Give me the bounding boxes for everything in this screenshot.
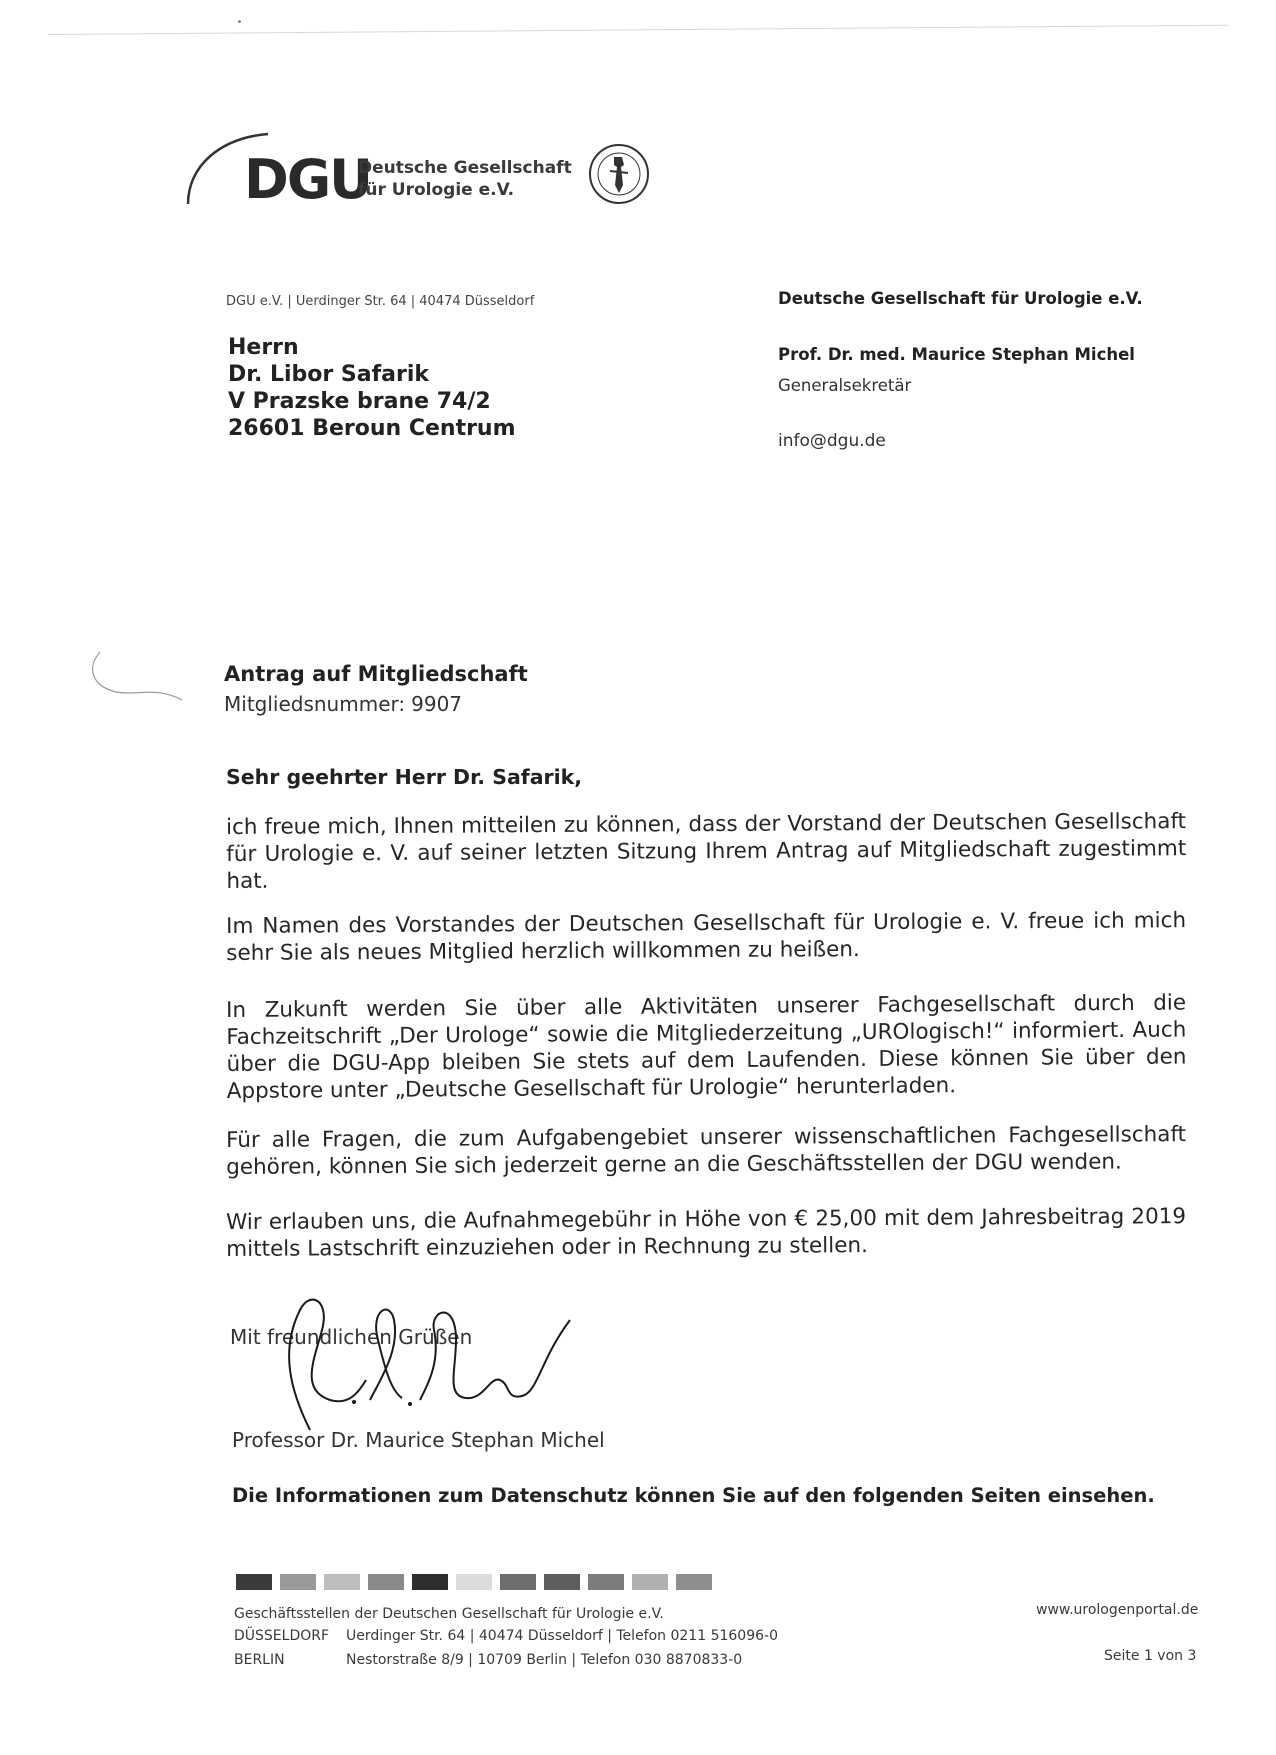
scan-speck [238,20,241,23]
footer-color-square [544,1574,580,1590]
member-number-value: 9907 [411,692,463,716]
footer-city: BERLIN [234,1652,285,1668]
footer-address: Uerdinger Str. 64 | 40474 Düsseldorf | Telefon 0211 516096-0 [346,1628,778,1644]
footer-color-square [280,1574,316,1590]
body-paragraph: In Zukunft werden Sie über alle Aktivitäten unserer Fachgesellschaft durch die Fachzeitschrift „Der Urologe“ sowie die Mitgliederzeitung „UROlogisch!“ informiert. Auch über die DGU-App bleiben Sie stets auf dem Laufenden. Diese können Sie über den Appstore unter „Deutsche Gesellschaft für Urologie“ herunterladen. [226,990,1187,1104]
sender-org: Deutsche Gesellschaft für Urologie e.V. [778,289,1143,308]
footer-color-square [632,1574,668,1590]
body-paragraph: Im Namen des Vorstandes der Deutschen Gesellschaft für Urologie e. V. freue ich mich sehr Sie als neues Mitglied herzlich willkommen zu heißen. [226,908,1187,966]
logo-org-name [358,157,572,201]
sender-return-line: DGU e.V. | Uerdinger Str. 64 | 40474 Düsseldorf [226,294,535,309]
footer-office-duesseldorf [234,1628,778,1644]
body-paragraph: Für alle Fragen, die zum Aufgabengebiet unserer wissenschaftlichen Fachgesellschaft gehören, können Sie sich jederzeit gerne an die Geschäftsstellen der DGU wenden. [226,1122,1187,1180]
logo-org-line1: Deutsche Gesellschaft [358,158,572,178]
recipient-street: V Prazske brane 74/2 [228,389,491,414]
page-number: Seite 1 von 3 [1104,1648,1197,1664]
body-paragraph: Wir erlauben uns, die Aufnahmegebühr in Höhe von € 25,00 mit dem Jahresbeitrag 2019 mittels Lastschrift einzuziehen oder in Rechnung zu stellen. [226,1204,1187,1262]
footer-color-square [412,1574,448,1590]
recipient-city: 26601 Beroun Centrum [228,416,516,441]
footer-color-square [500,1574,536,1590]
footer-city: DÜSSELDORF [234,1628,330,1644]
footer-color-square [236,1574,272,1590]
recipient-salutation: Herrn [228,335,299,360]
recipient-address [228,334,516,442]
footer-website: www.urologenportal.de [1036,1602,1199,1618]
footer-color-square [456,1574,492,1590]
footer-color-bar [236,1574,712,1590]
footer-address: Nestorstraße 8/9 | 10709 Berlin | Telefon 030 8870833-0 [346,1652,743,1668]
logo-org-line2: für Urologie e.V. [358,180,515,200]
footer-color-square [588,1574,624,1590]
logo-dgu-text: DGU [244,148,371,211]
letter-salutation: Sehr geehrter Herr Dr. Safarik, [226,765,583,789]
scan-edge-line [48,25,1228,35]
footer-color-square [368,1574,404,1590]
member-number-line [224,692,462,716]
footer-color-square [324,1574,360,1590]
footer-title: Geschäftsstellen der Deutschen Gesellschaft für Urologie e.V. [234,1606,664,1622]
closing-phrase: Mit freundlichen Grüßen [230,1325,473,1349]
seal-icon [588,143,650,205]
recipient-name: Dr. Libor Safarik [228,362,430,387]
sender-email: info@dgu.de [778,431,886,451]
footer-office-berlin [234,1652,742,1668]
footer-color-square [676,1574,712,1590]
sender-role: Generalsekretär [778,376,912,395]
member-number-label: Mitgliedsnummer: [224,692,406,716]
signer-name: Professor Dr. Maurice Stephan Michel [232,1428,605,1452]
handwritten-signature [270,1280,590,1440]
sender-person: Prof. Dr. med. Maurice Stephan Michel [778,345,1135,364]
body-paragraph: ich freue mich, Ihnen mitteilen zu können, dass der Vorstand der Deutschen Gesellschaft für Urologie e. V. auf seiner letzten Sitzung Ihrem Antrag auf Mitgliedschaft zugestimmt hat. [226,809,1187,894]
subject-title: Antrag auf Mitgliedschaft [224,662,528,686]
privacy-note: Die Informationen zum Datenschutz können Sie auf den folgenden Seiten einsehen. [232,1484,1155,1507]
pen-mark-icon [86,648,196,708]
